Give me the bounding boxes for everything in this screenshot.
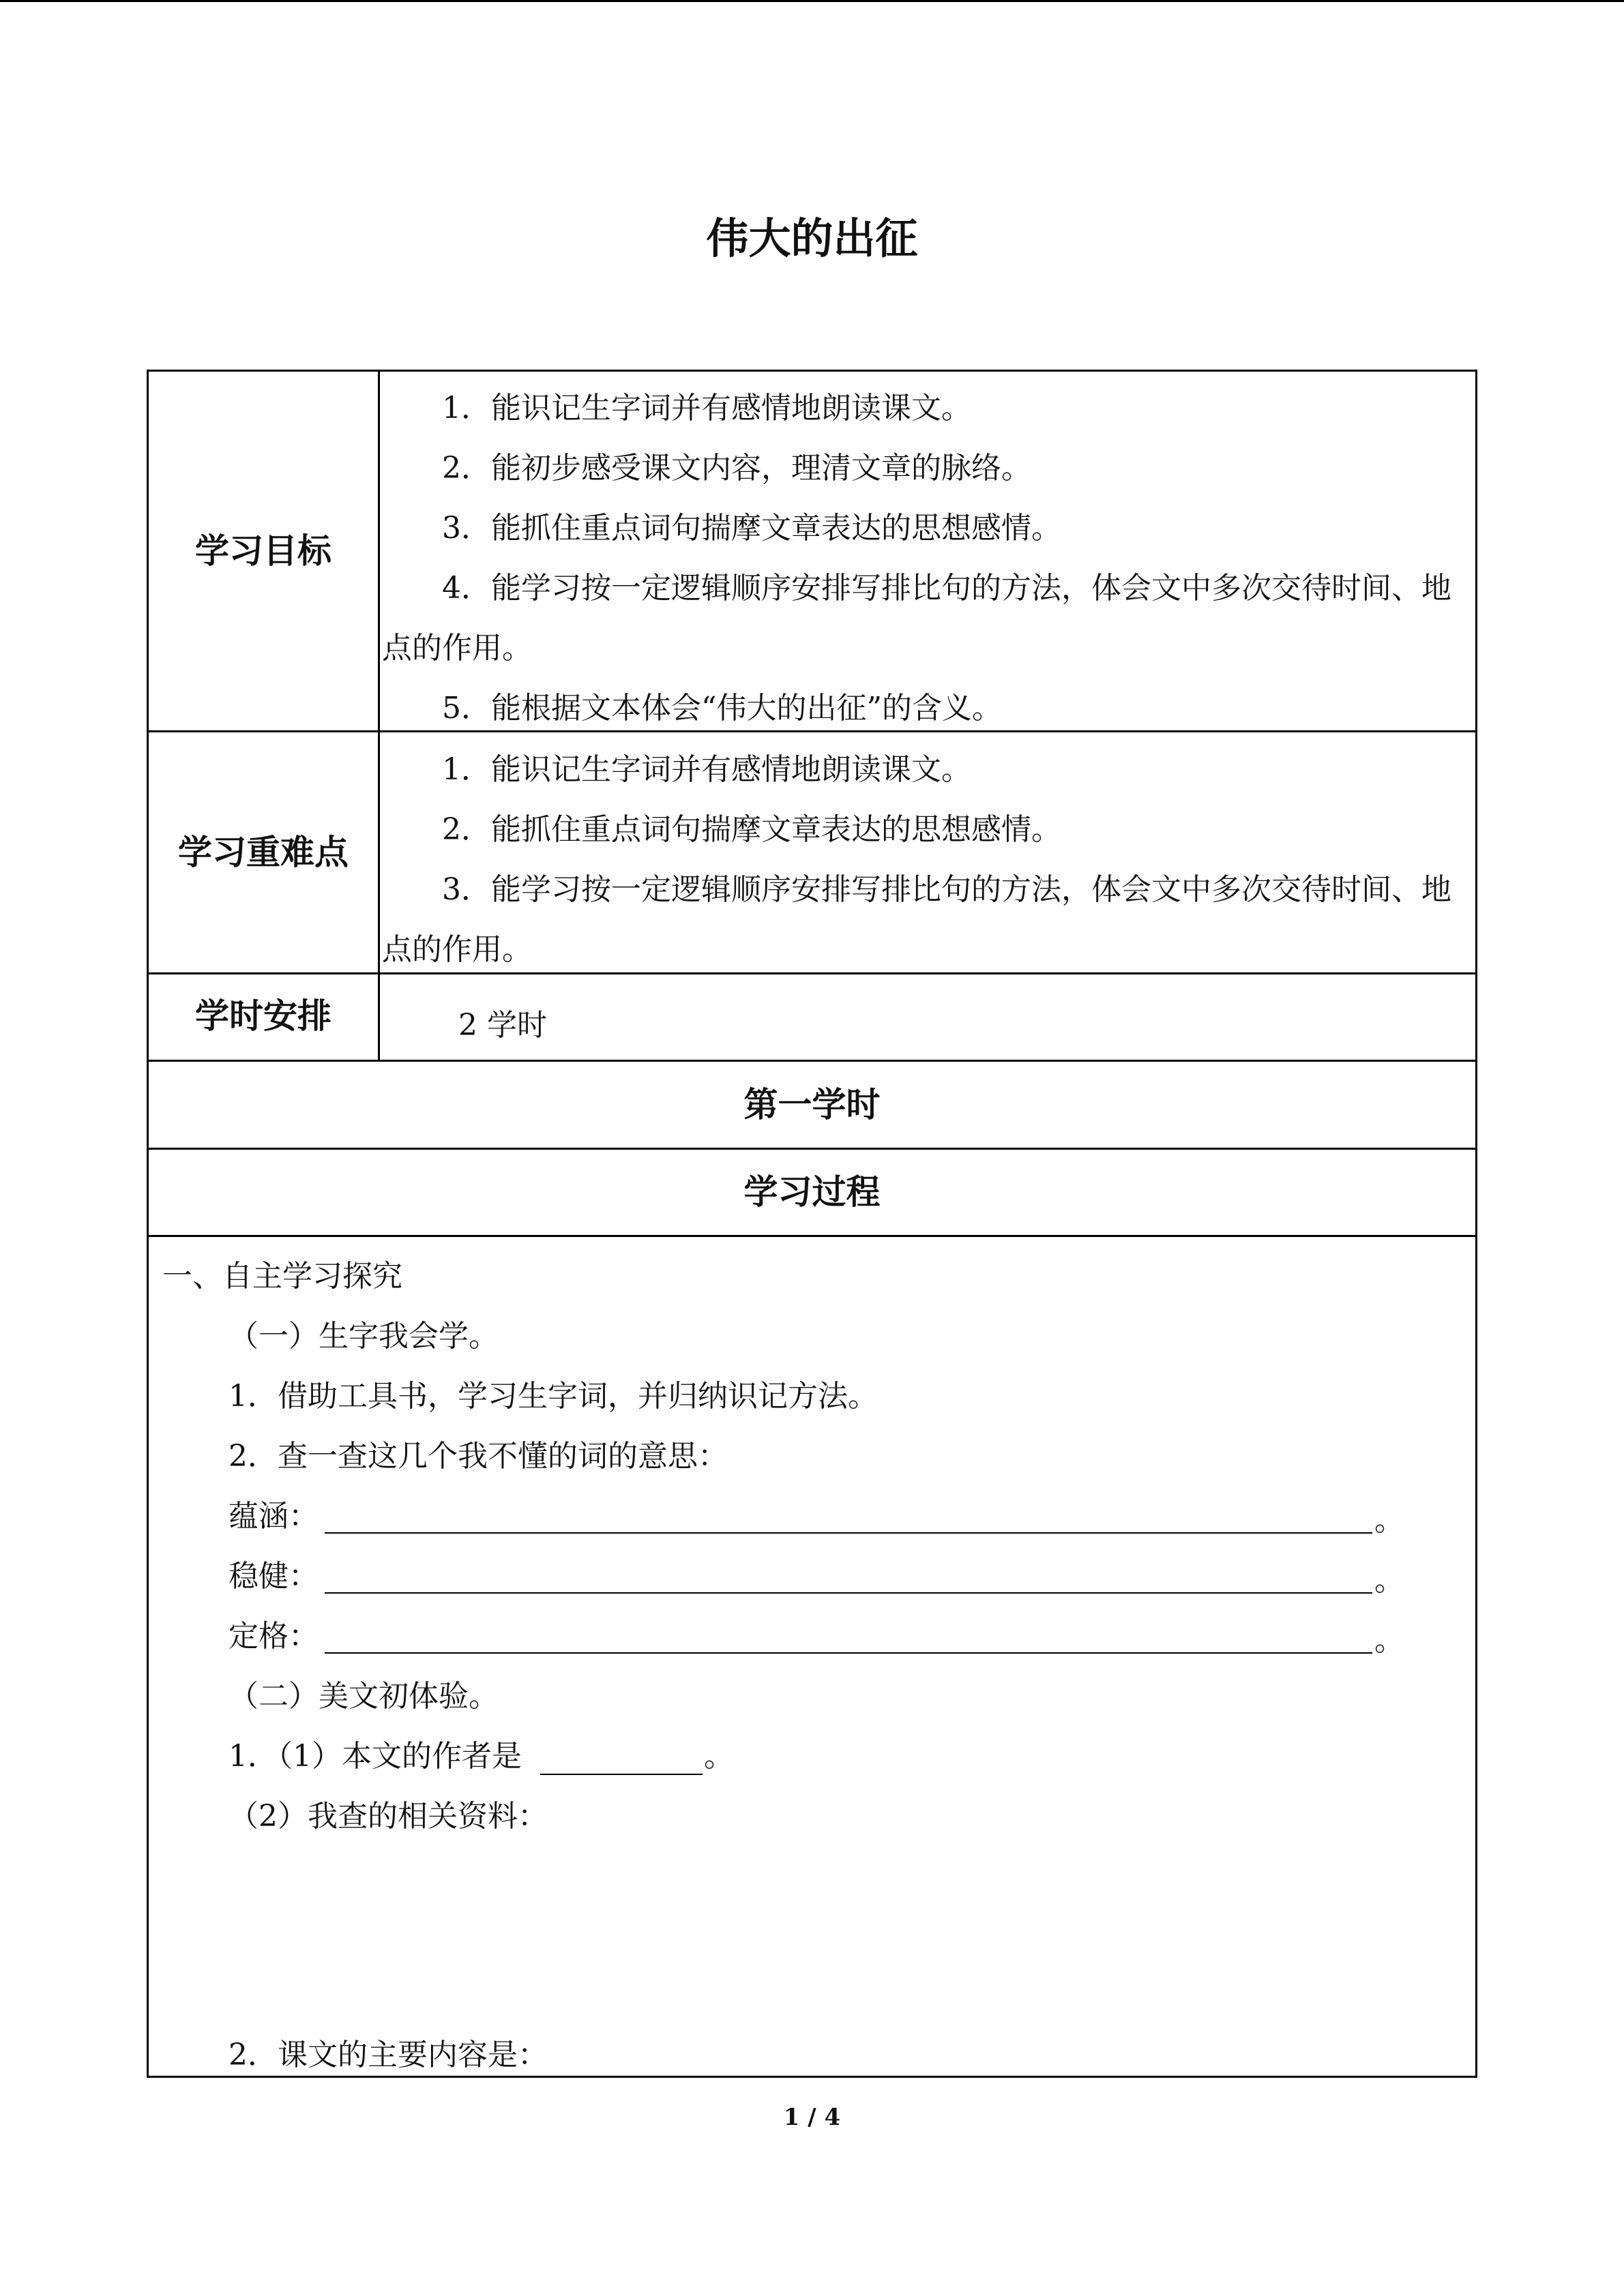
question-suffix: 。 [704, 1739, 734, 1774]
question-prefix: 1．（1）本文的作者是 [228, 1739, 522, 1774]
process-heading: 学习过程 [743, 1172, 881, 1212]
time-value: 2 学时 [458, 1008, 547, 1043]
goal-item: 3．能抓住重点词句揣摩文章表达的思想感情。 [442, 511, 1061, 546]
section-heading: 一、自主学习探究 [162, 1259, 402, 1294]
key-points-list [382, 740, 1466, 980]
task-item: 1．借助工具书，学习生字词，并归纳识记方法。 [228, 1379, 878, 1414]
goal-item: 4．能学习按一定逻辑顺序安排写排比句的方法，体会文中多次交待时间、地点的作用。 [382, 571, 1451, 666]
answer-blank-2[interactable] [325, 1592, 1372, 1594]
word-end-mark: 。 [1374, 1563, 1404, 1598]
task-item: 2．查一查这几个我不懂的词的意思： [228, 1439, 728, 1474]
key-point-item: 3．能学习按一定逻辑顺序安排写排比句的方法，体会文中多次交待时间、地点的作用。 [382, 872, 1451, 967]
key-point-item: 2．能抓住重点词句揣摩文章表达的思想感情。 [442, 812, 1061, 847]
goals-label: 学习目标 [195, 531, 331, 571]
row-divider-period [147, 1148, 1477, 1150]
label-column-divider [378, 370, 380, 1062]
word-label: 稳健： [228, 1559, 319, 1594]
sub-question: （2）我查的相关资料： [228, 1799, 548, 1834]
part-heading: （二）美文初体验。 [228, 1679, 499, 1714]
word-end-mark: 。 [1374, 1503, 1404, 1538]
table-border-top [147, 370, 1477, 372]
time-label: 学时安排 [195, 996, 331, 1036]
word-end-mark: 。 [1374, 1623, 1404, 1658]
answer-blank-3[interactable] [325, 1652, 1372, 1654]
key-point-item: 1．能识记生字词并有感情地朗读课文。 [442, 752, 971, 787]
page-top-border [0, 0, 1624, 2]
row-divider-time [147, 1060, 1477, 1062]
goal-item: 5．能根据文本体会“伟大的出征”的含义。 [442, 691, 1002, 726]
row-divider-process [147, 1235, 1477, 1237]
word-label: 蕴涵： [228, 1499, 319, 1534]
page-title: 伟大的出征 [706, 213, 918, 263]
period-heading: 第一学时 [743, 1085, 881, 1124]
part-heading: （一）生字我会学。 [228, 1319, 499, 1354]
goals-list [382, 378, 1466, 739]
answer-blank-1[interactable] [325, 1532, 1372, 1534]
goal-item: 1．能识记生字词并有感情地朗读课文。 [442, 391, 971, 426]
author-blank[interactable] [540, 1774, 703, 1775]
goal-item: 2．能初步感受课文内容，理清文章的脉络。 [442, 451, 1031, 486]
key-points-label: 学习重难点 [178, 833, 349, 872]
table-border-left [147, 370, 149, 2078]
page-number: 1 / 4 [783, 2104, 841, 2131]
question-item: 2．课文的主要内容是： [228, 2038, 548, 2072]
table-border-right [1475, 370, 1477, 2078]
word-label: 定格： [228, 1619, 319, 1654]
